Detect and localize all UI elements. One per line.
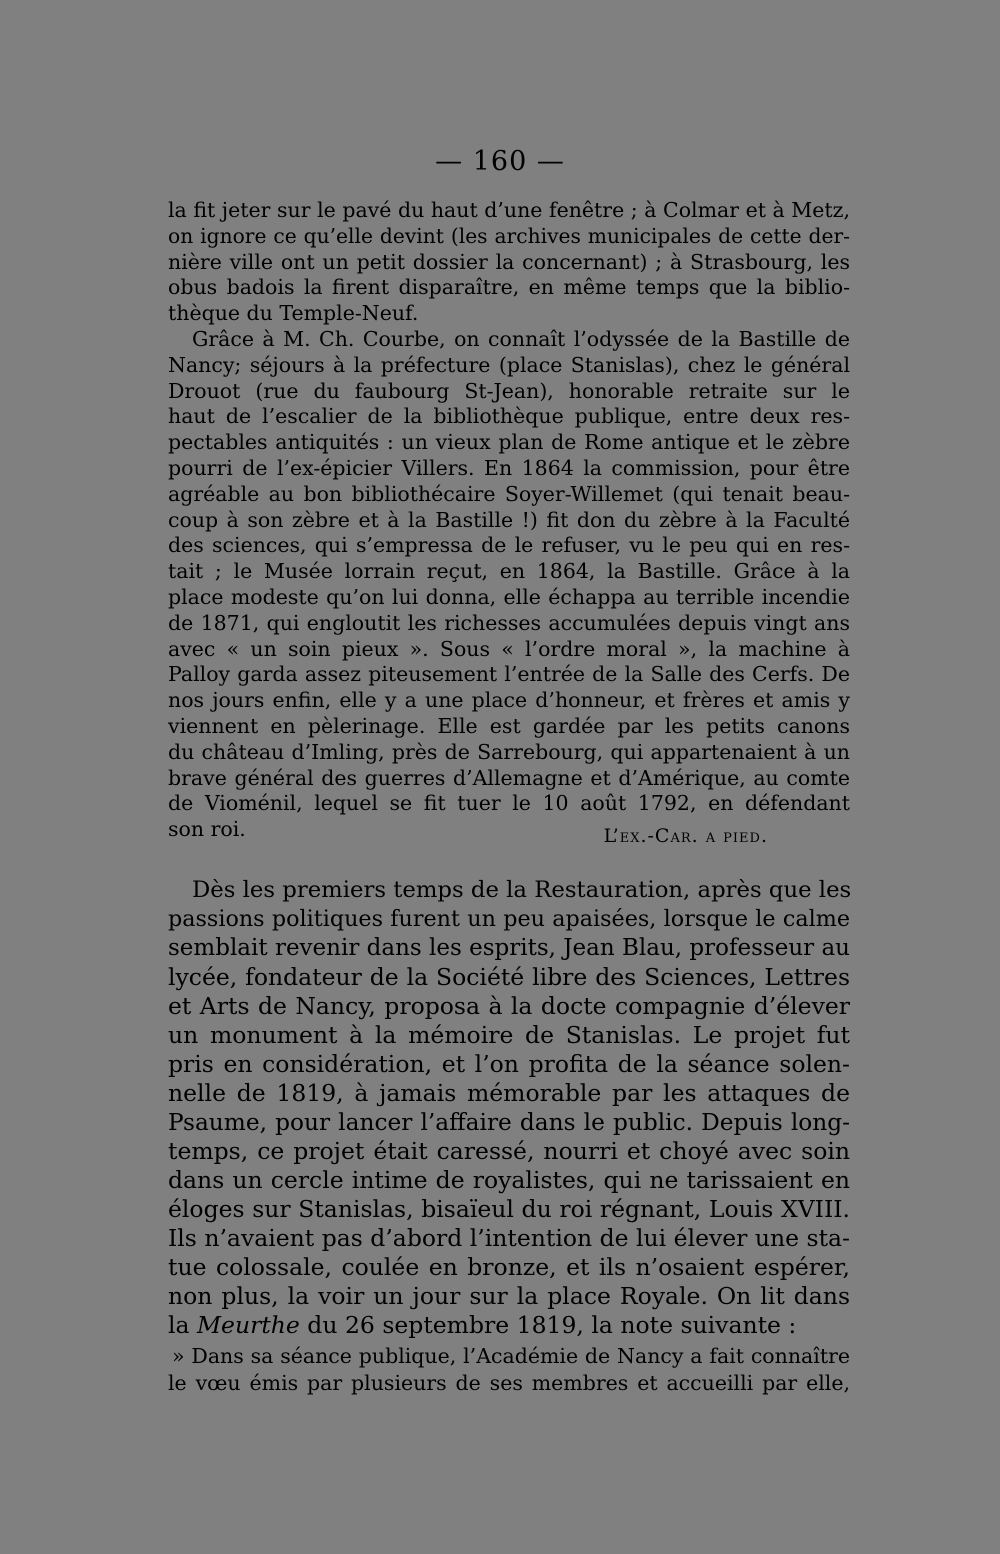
- text-line: tait ; le Musée lorrain reçut, en 1864, la Bastille. Grâce à la: [168, 559, 850, 584]
- text-line: avec « un soin pieux ». Sous « l’ordre moral », la machine à: [168, 636, 850, 661]
- newspaper-title: Meurthe: [197, 1311, 300, 1339]
- text-fragment: du 26 septembre 1819, la note suivante :: [299, 1311, 797, 1339]
- text-line: dans un cercle intime de royalistes, qui ne tarissaient en: [168, 1166, 850, 1194]
- text-line: semblait revenir dans les esprits, Jean Blau, professeur au: [168, 935, 850, 961]
- text-line: Grâce à M. Ch. Courbe, on connaît l’odyssée de la Bastille de: [192, 326, 850, 351]
- text-line: obus badois la firent disparaître, en même temps que la biblio-: [168, 275, 850, 300]
- text-line: » Dans sa séance publique, l’Académie de Nancy a fait connaître: [172, 1344, 850, 1368]
- text-line: [168, 1311, 850, 1340]
- text-line: éloges sur Stanislas, bisaïeul du roi régnant, Louis XVIII.: [168, 1195, 850, 1223]
- page-number: — 160 —: [435, 146, 565, 177]
- text-line: nos jours enfin, elle y a une place d’honneur, et frères et amis y: [168, 688, 850, 713]
- text-line: la fit jeter sur le pavé du haut d’une fenêtre ; à Colmar et à Metz,: [168, 198, 850, 222]
- text-line: Palloy garda assez piteusement l’entrée de la Salle des Cerfs. De: [168, 662, 850, 687]
- text-line: Dès les premiers temps de la Restauration, après que les: [192, 877, 852, 903]
- text-line: passions politiques furent un peu apaisées, lorsque le calme: [168, 906, 850, 932]
- text-line: des sciences, qui s’empressa de le refuser, vu le peu qui en res-: [168, 533, 850, 558]
- text-fragment: la: [168, 1311, 197, 1339]
- text-line: non plus, la voir un jour sur la place Royale. On lit dans: [168, 1282, 850, 1310]
- text-line: son roi.: [168, 817, 246, 842]
- text-line: Nancy; séjours à la préfecture (place Stanislas), chez le général: [168, 352, 850, 377]
- text-line: brave général des guerres d’Allemagne et d’Amérique, au comte: [168, 765, 850, 790]
- text-line: et Arts de Nancy, proposa à la docte compagnie d’élever: [168, 992, 850, 1020]
- text-line: pourri de l’ex-épicier Villers. En 1864 la commission, pour être: [168, 455, 850, 480]
- text-line: de Vioménil, lequel se fit tuer le 10 août 1792, en défendant: [168, 791, 850, 816]
- text-line: agréable au bon bibliothécaire Soyer-Willemet (qui tenait beau-: [168, 481, 850, 506]
- text-line: Ils n’avaient pas d’abord l’intention de lui élever une sta-: [168, 1224, 850, 1252]
- text-line: coup à son zèbre et à la Bastille !) fit don du zèbre à la Faculté: [168, 507, 850, 532]
- text-line: de 1871, qui engloutit les richesses accumulées depuis vingt ans: [168, 610, 850, 635]
- text-line: un monument à la mémoire de Stanislas. Le projet fut: [168, 1021, 850, 1049]
- text-line: Psaume, pour lancer l’affaire dans le public. Depuis long-: [168, 1109, 850, 1136]
- text-line: thèque du Temple-Neuf.: [168, 301, 419, 326]
- author-signature: L’ex.-Car. a pied.: [603, 825, 768, 848]
- text-line: haut de l’escalier de la bibliothèque publique, entre deux res-: [168, 404, 850, 429]
- closing-row: [168, 817, 850, 848]
- text-line: pris en considération, et l’on profita de la séance solen-: [168, 1050, 850, 1078]
- text-line: lycée, fondateur de la Société libre des Sciences, Lettres: [168, 963, 850, 991]
- text-line: le vœu émis par plusieurs de ses membres et accueilli par elle,: [168, 1371, 850, 1395]
- text-line: viennent en pèlerinage. Elle est gardée par les petits canons: [168, 713, 850, 738]
- text-line: place modeste qu’on lui donna, elle échappa au terrible incendie: [168, 584, 850, 609]
- text-line: Drouot (rue du faubourg St-Jean), honorable retraite sur le: [168, 378, 850, 403]
- text-line: tue colossale, coulée en bronze, et ils n’osaient espérer,: [168, 1253, 850, 1281]
- quoted-note: [168, 1343, 850, 1397]
- text-line: pectables antiquités : un vieux plan de Rome antique et le zèbre: [168, 430, 850, 455]
- text-line: nière ville ont un petit dossier la concernant) ; à Strasbourg, les: [168, 249, 850, 274]
- text-line: du château d’Imling, près de Sarrebourg, qui appartenaient à un: [168, 739, 850, 764]
- text-line: temps, ce projet était caressé, nourri et choyé avec soin: [168, 1137, 850, 1165]
- section-1-text: [168, 198, 850, 848]
- text-line: nelle de 1819, à jamais mémorable par les attaques de: [168, 1079, 850, 1107]
- text-line: on ignore ce qu’elle devint (les archives municipales de cette der-: [168, 223, 850, 248]
- section-2-text: [168, 876, 850, 1340]
